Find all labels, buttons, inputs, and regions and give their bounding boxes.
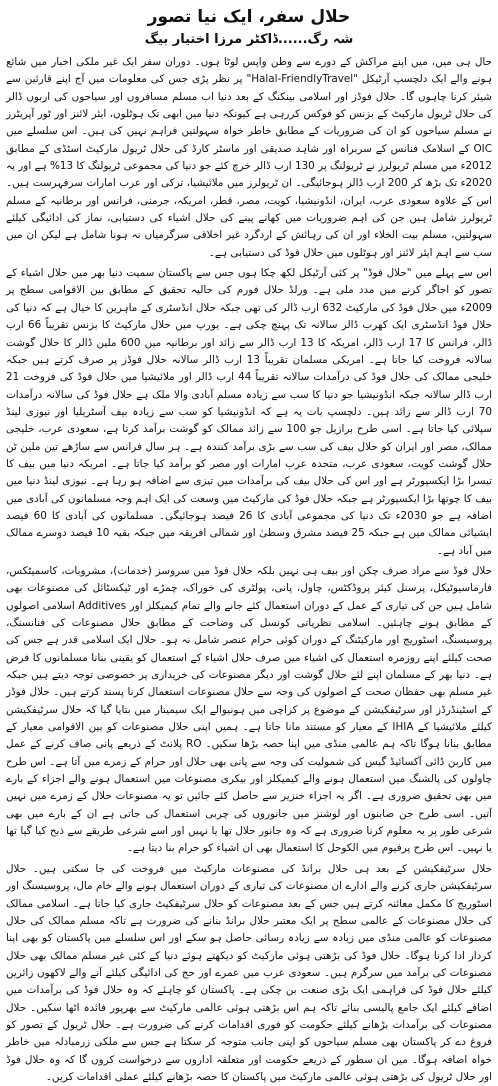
article-body [6, 54, 492, 1086]
article-paragraph: حال ہی میں، میں اپنے مراکش کے دورے سے وطن واپس لوٹا ہوں۔ دوران سفر ایک غیر ملکی اخبار میں شائع ہونے والے ایک دلچسپ آرٹیکل "Halal-FriendlyTravel" پر نظر پڑی جس کی معلومات میں آج اپنے قارئین سے شیئر کرنا چاہوں گا۔ حلال فوڈز اور اسلامی بینکنگ کے بعد دنیا اب مسلم مسافروں اور سیاحوں کی اربوں ڈالر کی حلال ٹریول مارکیٹ کے بزنس کو فوکس کررہی ہے کیونکہ دنیا میں ابھی تک ہوٹلوں، ایئر لائنز اور ٹور آپریٹرز نے مسلم سیاحوں کو ان کی ضروریات کے مطابق خاطر خواہ سہولتیں فراہم نہیں کی ہیں۔ اس سلسلے میں OIC کے اسلامک فنانس کے سربراہ اور شاہد صدیقی اور ماسٹر کارڈ کی حلال ٹریول مارکیٹ اسٹڈی کے مطابق 2012ء میں مسلم ٹریولرز نے ٹریولنگ پر 130 ارب ڈالر خرچ کئے جو دنیا کی مجموعی ٹریولنگ کا 13% ہے اور یہ 2020ء تک بڑھ کر 200 ارب ڈالر ہوجائیگی۔ ان ٹریولرز میں ملائیشیا، ترکی اور عرب امارات سرفہرست ہیں۔ اس کے علاوہ سعودی عرب، ایران، انڈونیشیا، کویت، مصر، قطر، امریکہ، جرمنی، فرانس اور برطانیہ کے مسلم ٹریولرز شامل ہیں جن کی اہم ضروریات میں کھانے پینے کی حلال اشیاء کی دستیابی، نماز کی ادائیگی کیلئے سہولتیں، مسلم بیت الخلاء اور ان کی رہائش کے اردگرد غیر اخلاقی سرگرمیاں نہ ہونا شامل ہے لیکن ان میں سب سے اہم ایئر لائنز اور ہوٹلوں میں حلال فوڈ کی دستیابی ہے۔ [6, 56, 492, 259]
article-paragraph: حلال فوڈ سے مراد صرف چکن اور بیف ہی نہیں بلکہ حلال فوڈ میں سروسز (خدمات)، مشروبات، کاسمیٹکس، فارماسیوٹیکل، پرسنل کیئر پروڈکٹس، چاول، پانی، پولٹری کی خوراک، چمڑے اور ٹیکسٹائل کی مصنوعات بھی شامل ہیں جن کی تیاری کے عمل کے دوران استعمال کئے جانے والے تمام کیمیکلز اور Additives اسلامی اصولوں کے مطابق ہونے چاہئیں۔ اسلامی نظریاتی کونسل کی وضاحت کے مطابق حلال مصنوعات کی فنانسنگ، پروسیسنگ، اسٹوریج اور مارکیٹنگ کے دوران کوئی حرام عنصر شامل نہ ہو۔ حلال ایک اسلامی قدر ہے جس کی صحت کیلئے اپنے روزمرہ استعمال کی اشیاء میں صرف حلال اشیاء کے استعمال کو یقینی بنانا مسلمانوں کا فرض ہے۔ دنیا بھر کے مسلمان اپنے لئے حلال گوشت اور دیگر مصنوعات کی خریداری پر خصوصی توجہ دیتے ہیں جبکہ غیر مسلم بھی حفظان صحت کے اصولوں کی وجہ سے حلال مصنوعات استعمال کرنا پسند کرتے ہیں۔ حلال فوڈز کے اسٹینڈرڈز اور سرٹیفکیشن کے موضوع پر کراچی میں ہونیوالے ایک سیمینار میں بتایا گیا کہ حلال سرٹیفکیشن کیلئے ملائیشیا کے IHIA کے معیار کو مستند مانا جاتا ہے۔ ہمیں اپنی حلال مصنوعات کو بین الاقوامی معیار کے مطابق بنانا ہوگا تاکہ ہم عالمی منڈی میں اپنا حصہ بڑھا سکیں۔ RO پلانٹ کے ذریعے پانی صاف کرنے کے عمل میں کاربن ڈائی آکسائیڈ گیس کی شمولیت کی وجہ سے پانی بھی حلال اور حرام کے زمرے میں آتا ہے۔ اس طرح چاولوں کی پالشنگ میں استعمال ہونے والے کیمیکلز اور بیکری مصنوعات میں استعمال ہونے والے اجزاء کے بارے میں بھی تحقیق ضروری ہے۔ اگر یہ اجزاء خنزیر سے حاصل کئے جائیں تو یہ مصنوعات حلال کے زمرے میں نہیں آتیں۔ اسی طرح جن صابنوں اور لوشنز میں جانوروں کی چربی استعمال کی جاتی ہے ان کے بارے میں بھی شرعی طور پر یہ معلوم کرنا ضروری ہے کہ وہ جانور حلال تھا یا نہیں اور اسے شرعی طریقے سے ذبح کیا گیا تھا یا نہیں۔ اس طرح پرفیوم میں الکوحل کا استعمال بھی ان اشیاء کو حرام بنا دیتا ہے۔ [6, 564, 492, 855]
article-paragraph: اس سے پہلے میں "حلال فوڈ" پر کئی آرٹیکل لکھ چکا ہوں جس سے پاکستان سمیت دنیا بھر میں حلال اشیاء کے تصور کو اجاگر کرنے میں مدد ملی ہے۔ ورلڈ حلال فورم کی حالیہ تحقیق کے مطابق بین الاقوامی سطح پر 2009ء میں حلال فوڈ کی مارکیٹ 632 ارب ڈالر کی تھی جبکہ حلال انڈسٹری کے ماہرین کا خیال ہے کہ دنیا کی حلال فوڈ انڈسٹری ایک کھرب ڈالر سالانہ تک پہنچ چکی ہے۔ یورپ میں حلال مارکیٹ کا بزنس تقریباً 66 ارب ڈالر، فرانس کا 17 ارب ڈالر، امریکہ کا 13 ارب ڈالر سے زائد اور برطانیہ میں 600 ملین ڈالر کا حلال گوشت سالانہ فروخت کیا جاتا ہے۔ امریکی مسلمان تقریباً 13 ارب ڈالر سالانہ حلال فوڈز پر صرف کرتے ہیں جبکہ خلیجی ممالک کی حلال فوڈ کی درآمدات سالانہ تقریباً 44 ارب ڈالر اور ملائیشیا میں حلال فوڈ کی فروخت 21 ارب ڈالر سالانہ جبکہ انڈونیشیا جو دنیا کا سب سے زیادہ مسلم آبادی والا ملک ہے حلال فوڈ کی سالانہ درآمدات 70 ارب ڈالر سے زائد ہیں۔ دلچسپ بات یہ ہے کہ انڈونیشیا کو سب سے زیادہ بیف آسٹریلیا اور نیوزی لینڈ سپلائی کیا جاتا ہے۔ اسی طرح برازیل جو 100 سے زائد ممالک کو گوشت برآمد کرتا ہے، سعودی عرب، خلیجی ممالک، مصر اور ایران کو حلال بیف کی سب سے بڑی برآمد کنندہ ہے۔ ہر سال فرانس سے ساڑھے تین ملین ٹن حلال گوشت کویت، سعودی عرب، متحدہ عرب امارات اور مصر کو برآمد کیا جاتا ہے۔ امریکہ دنیا میں بیف کا تیسرا بڑا ایکسپورٹر ہے اور اس کی حلال بیف کی برآمدات میں تیزی سے اضافہ ہو رہا ہے۔ نیوزی لینڈ دنیا میں بیف کا چوتھا بڑا ایکسپورٹر ہے جبکہ حلال فوڈ کی مارکیٹ میں وسعت کی ایک اہم وجہ مسلمانوں کی آبادی میں اضافہ ہے جو 2030ء تک دنیا کی مجموعی آبادی کا 26 فیصد ہوجائیگی۔ مسلمانوں کی آبادی کا 60 فیصد ایشیائی ممالک میں ہے جبکہ 25 فیصد مشرق وسطیٰ اور شمالی افریقہ میں جبکہ بقیہ 10 فیصد دوسرے ممالک میں آباد ہے۔ [6, 267, 493, 557]
article-paragraph: حلال سرٹیفکیشن کے بعد ہی حلال برانڈ کی مصنوعات مارکیٹ میں فروخت کی جا سکتی ہیں۔ حلال سرٹیفکیشن جاری کرنے والے ادارے ان مصنوعات کی تیاری کے دوران استعمال ہونے والے خام مال، پروسیسنگ اور اسٹوریج کا مکمل معائنہ کرتے ہیں جس کے بعد مصنوعات کو حلال سرٹیفکیٹ جاری کیا جاتا ہے۔ اسلامی ممالک کی حلال مصنوعات کے عالمی سطح پر ایک معتبر حلال برانڈ بنانے کی ضرورت ہے تاکہ مسلم ممالک کی حلال مصنوعات کو عالمی منڈی میں زیادہ سے زیادہ رسائی حاصل ہو سکے اور اس سلسلے میں پاکستان کو بھی اپنا کردار ادا کرنا ہوگا۔ حلال فوڈ کی بڑھتی ہوئی مارکیٹ کو دیکھتے ہوئے دنیا کے کئی غیر مسلم ممالک بھی حلال مصنوعات کی برآمد میں سرگرم ہیں۔ سعودی عرب میں عمرے اور حج کی ادائیگی کیلئے آنے والے لاکھوں زائرین کیلئے حلال فوڈ کی فراہمی ایک بڑی صنعت بن چکی ہے۔ پاکستان کو چاہئے کہ وہ حلال فوڈ کی برآمدات میں اضافے کیلئے ایک جامع پالیسی بنائے تاکہ ہم اس بڑھتی ہوئی عالمی مارکیٹ سے بھرپور فائدہ اٹھا سکیں۔ حلال مصنوعات کی برآمدات بڑھانے کیلئے حکومت کو فوری اقدامات کرنے کی ضرورت ہے۔ حلال ٹریول کے تصور کو فروغ دے کر پاکستان بھی مسلم سیاحوں کو اپنی جانب متوجہ کر سکتا ہے جس سے ملکی زرمبادلہ میں خاطر خواہ اضافہ ہوگا۔ میں ان سطور کے ذریعے حکومت اور متعلقہ اداروں سے درخواست کروں گا کہ وہ حلال فوڈ اور حلال ٹریول کی بڑھتی ہوئی عالمی مارکیٹ میں پاکستان کا حصہ بڑھانے کیلئے عملی اقدامات کریں۔ [6, 862, 492, 1083]
article-byline: شہ رگ......ڈاکٹر مرزا اختیار بیگ [144, 32, 354, 47]
article-headline: حلال سفر، ایک نیا تصور [147, 7, 351, 27]
